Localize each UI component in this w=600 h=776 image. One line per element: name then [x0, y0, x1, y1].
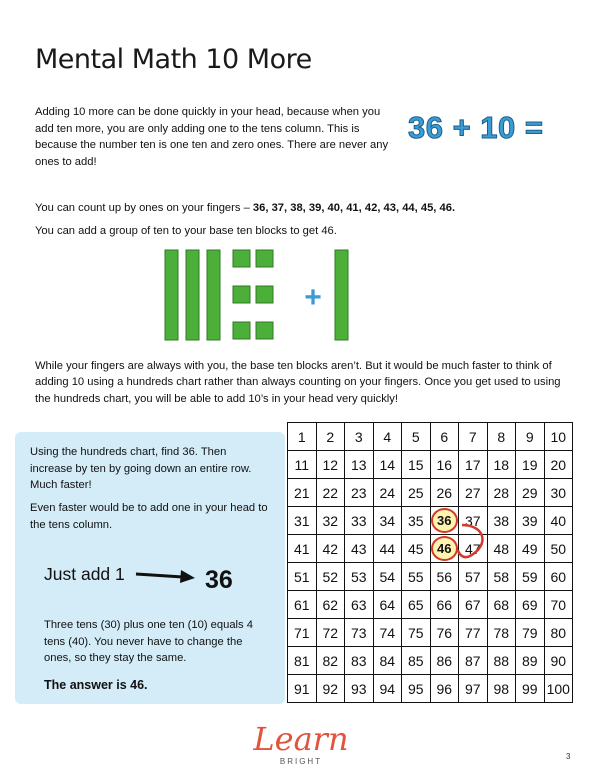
chart-cell: 19 — [516, 451, 545, 479]
chart-row — [288, 479, 573, 507]
chart-cell: 21 — [288, 479, 317, 507]
highlighted-number: 36 — [431, 508, 458, 533]
chart-cell: 70 — [544, 591, 573, 619]
intro-paragraph: Adding 10 more can be done quickly in your head, because when you add ten more, you are only adding one to the tens column. This is because the number ten is one ten and zero ones. There are never any ones to add! — [35, 106, 389, 168]
chart-cell: 20 — [544, 451, 573, 479]
chart-cell: 34 — [373, 507, 402, 535]
chart-cell: 11 — [288, 451, 317, 479]
chart-cell: 10 — [544, 423, 573, 451]
ones-cube — [233, 286, 250, 303]
ones-cube — [256, 250, 273, 267]
chart-cell: 90 — [544, 647, 573, 675]
chart-cell: 54 — [373, 563, 402, 591]
chart-cell: 84 — [373, 647, 402, 675]
chart-cell — [430, 535, 459, 563]
logo-word: Learn — [253, 720, 349, 758]
chart-cell: 94 — [373, 675, 402, 703]
logo-sub: BRIGHT — [279, 757, 323, 766]
chart-cell: 56 — [430, 563, 459, 591]
hundreds-chart-paragraph: While your fingers are always with you, the base ten blocks aren’t. But it would be much faster to think of adding 10 using a hundreds chart rather than always counting on your fingers. Once you get used to using the hundreds chart, you will be able to add 10’s in your head very quickly! — [35, 360, 561, 405]
learn-bright-logo — [246, 714, 356, 770]
chart-row — [288, 563, 573, 591]
ones-cube — [256, 322, 273, 339]
chart-cell: 7 — [459, 423, 488, 451]
chart-cell: 50 — [544, 535, 573, 563]
chart-cell: 12 — [316, 451, 345, 479]
chart-cell: 52 — [316, 563, 345, 591]
chart-cell: 1 — [288, 423, 317, 451]
chart-cell: 53 — [345, 563, 374, 591]
count-prefix: You can count up by ones on your fingers – — [35, 202, 253, 214]
base-ten-blocks — [160, 249, 360, 341]
chart-cell: 48 — [487, 535, 516, 563]
chart-cell: 25 — [402, 479, 431, 507]
chart-cell: 86 — [430, 647, 459, 675]
chart-cell: 89 — [516, 647, 545, 675]
chart-row — [288, 423, 573, 451]
chart-cell: 9 — [516, 423, 545, 451]
chart-cell: 3 — [345, 423, 374, 451]
count-sequence: 36, 37, 38, 39, 40, 41, 42, 43, 44, 45, 46. — [252, 202, 456, 214]
big-number: 36 — [205, 566, 233, 594]
chart-cell: 55 — [402, 563, 431, 591]
chart-cell: 32 — [316, 507, 345, 535]
tens-rod — [186, 250, 199, 340]
chart-cell: 78 — [487, 619, 516, 647]
chart-cell: 76 — [430, 619, 459, 647]
chart-cell: 51 — [288, 563, 317, 591]
hundreds-chart — [287, 422, 573, 703]
count-paragraph — [35, 200, 455, 217]
chart-cell: 97 — [459, 675, 488, 703]
chart-cell: 18 — [487, 451, 516, 479]
chart-cell: 43 — [345, 535, 374, 563]
chart-cell: 63 — [345, 591, 374, 619]
panel-paragraph-1: Using the hundreds chart, find 36. Then increase by ten by going down an entire row. Much faster! — [30, 446, 252, 492]
highlighted-number: 46 — [431, 536, 458, 561]
tens-rod — [207, 250, 220, 340]
chart-cell: 71 — [288, 619, 317, 647]
chart-cell: 29 — [516, 479, 545, 507]
ones-cube — [233, 322, 250, 339]
chart-cell: 16 — [430, 451, 459, 479]
chart-cell: 31 — [288, 507, 317, 535]
chart-cell: 72 — [316, 619, 345, 647]
panel-paragraph-3: Three tens (30) plus one ten (10) equals 4 tens (40). You never have to change the ones, so they stay the same. — [44, 619, 253, 665]
panel-paragraph-2: Even faster would be to add one in your head to the tens column. — [30, 502, 268, 531]
chart-cell: 68 — [487, 591, 516, 619]
chart-cell — [430, 507, 459, 535]
chart-cell: 5 — [402, 423, 431, 451]
chart-cell: 42 — [316, 535, 345, 563]
chart-cell: 37 — [459, 507, 488, 535]
chart-cell: 73 — [345, 619, 374, 647]
chart-cell: 41 — [288, 535, 317, 563]
chart-cell: 79 — [516, 619, 545, 647]
chart-row — [288, 591, 573, 619]
chart-cell: 6 — [430, 423, 459, 451]
chart-cell: 33 — [345, 507, 374, 535]
chart-cell: 93 — [345, 675, 374, 703]
chart-cell: 80 — [544, 619, 573, 647]
chart-cell: 49 — [516, 535, 545, 563]
chart-row — [288, 647, 573, 675]
chart-cell: 17 — [459, 451, 488, 479]
plus-sign: + — [304, 281, 322, 314]
chart-cell: 45 — [402, 535, 431, 563]
chart-cell: 4 — [373, 423, 402, 451]
chart-cell: 58 — [487, 563, 516, 591]
answer-text: The answer is 46. — [44, 678, 148, 692]
tens-rod — [165, 250, 178, 340]
chart-cell: 35 — [402, 507, 431, 535]
chart-cell: 39 — [516, 507, 545, 535]
blocks-paragraph: You can add a group of ten to your base ten blocks to get 46. — [35, 225, 337, 237]
chart-cell: 13 — [345, 451, 374, 479]
chart-cell: 77 — [459, 619, 488, 647]
chart-cell: 30 — [544, 479, 573, 507]
page-title: Mental Math 10 More — [35, 44, 312, 75]
chart-row — [288, 619, 573, 647]
chart-cell: 61 — [288, 591, 317, 619]
chart-cell: 83 — [345, 647, 374, 675]
chart-cell: 92 — [316, 675, 345, 703]
chart-row — [288, 507, 573, 535]
chart-cell: 75 — [402, 619, 431, 647]
chart-cell: 66 — [430, 591, 459, 619]
chart-cell: 67 — [459, 591, 488, 619]
chart-cell: 91 — [288, 675, 317, 703]
chart-cell: 15 — [402, 451, 431, 479]
chart-cell: 69 — [516, 591, 545, 619]
added-tens-rod — [335, 250, 348, 340]
chart-cell: 100 — [544, 675, 573, 703]
chart-cell: 2 — [316, 423, 345, 451]
chart-cell: 81 — [288, 647, 317, 675]
chart-cell: 44 — [373, 535, 402, 563]
chart-cell: 87 — [459, 647, 488, 675]
ones-cube — [233, 250, 250, 267]
chart-cell: 65 — [402, 591, 431, 619]
chart-cell: 62 — [316, 591, 345, 619]
just-add-label: Just add 1 — [44, 564, 125, 584]
chart-cell: 40 — [544, 507, 573, 535]
chart-cell: 82 — [316, 647, 345, 675]
chart-cell: 96 — [430, 675, 459, 703]
ones-cube — [256, 286, 273, 303]
chart-cell: 14 — [373, 451, 402, 479]
chart-cell: 85 — [402, 647, 431, 675]
chart-cell: 23 — [345, 479, 374, 507]
right-arrow-icon — [135, 568, 197, 584]
chart-cell: 98 — [487, 675, 516, 703]
equation-heading: 36 + 10 = — [408, 110, 544, 145]
page-number: 3 — [566, 752, 571, 761]
chart-cell: 27 — [459, 479, 488, 507]
chart-row — [288, 675, 573, 703]
chart-cell: 88 — [487, 647, 516, 675]
chart-cell: 74 — [373, 619, 402, 647]
chart-row — [288, 535, 573, 563]
chart-cell: 47 — [459, 535, 488, 563]
chart-cell: 64 — [373, 591, 402, 619]
chart-cell: 95 — [402, 675, 431, 703]
chart-cell: 57 — [459, 563, 488, 591]
chart-cell: 38 — [487, 507, 516, 535]
chart-cell: 59 — [516, 563, 545, 591]
chart-cell: 26 — [430, 479, 459, 507]
chart-cell: 8 — [487, 423, 516, 451]
chart-cell: 22 — [316, 479, 345, 507]
chart-row — [288, 451, 573, 479]
chart-cell: 99 — [516, 675, 545, 703]
chart-cell: 60 — [544, 563, 573, 591]
chart-cell: 28 — [487, 479, 516, 507]
chart-cell: 24 — [373, 479, 402, 507]
